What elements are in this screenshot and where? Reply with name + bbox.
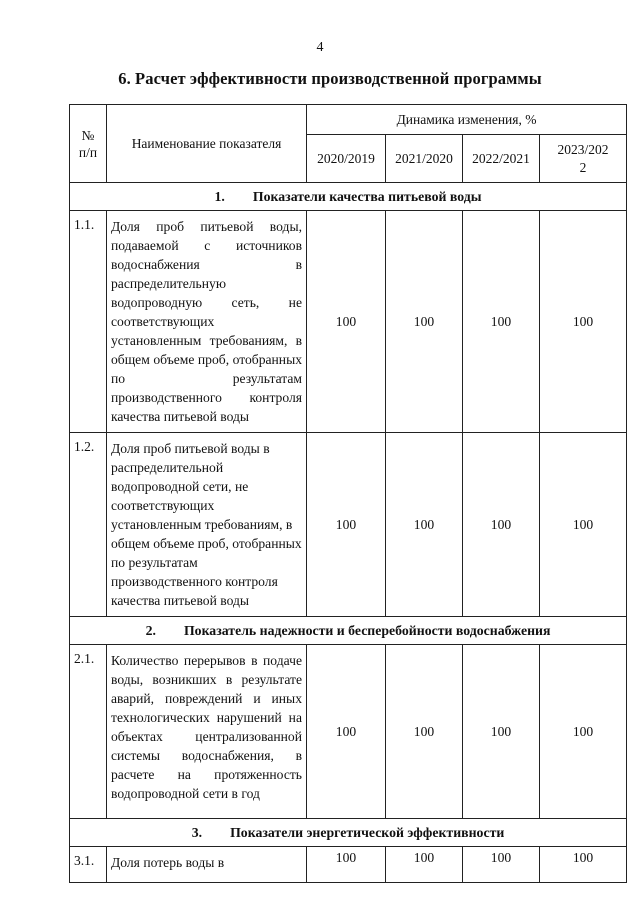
header-dynamics: Динамика изменения, % [307, 105, 627, 135]
row-value: 100 [540, 847, 627, 883]
section-3-title: Показатели энергетической эффективности [230, 824, 505, 840]
page-number: 4 [316, 40, 324, 55]
header-year-3: 2022/2021 [463, 135, 540, 183]
row-value: 100 [307, 433, 386, 617]
table-row [70, 433, 627, 617]
row-description: Доля проб питьевой воды, подаваемой с источников водоснабжения в распределительную водопроводную сеть, не соответствующих установленным требованиям, в общем объеме проб, отобранных по результатам производственного контроля качества питьевой воды [107, 211, 307, 433]
header-year-4 [540, 135, 627, 183]
row-description: Доля потерь воды в [107, 847, 307, 883]
header-year-4-line1: 2023/202 [557, 141, 609, 157]
row-number: 1.1. [70, 211, 107, 433]
row-number: 2.1. [70, 645, 107, 819]
header-number-line2: п/п [78, 144, 98, 160]
row-number: 3.1. [70, 847, 107, 883]
row-value: 100 [540, 645, 627, 819]
section-3-number: 3. [191, 824, 203, 840]
row-value: 100 [463, 847, 540, 883]
row-value: 100 [386, 433, 463, 617]
section-row-2 [70, 617, 627, 645]
section-1-number: 1. [214, 188, 225, 204]
row-value: 100 [307, 645, 386, 819]
header-number-line1: № [81, 127, 95, 143]
row-value: 100 [540, 211, 627, 433]
row-description: Количество перерывов в подаче воды, возникших в результате аварий, повреждений и иных технологических нарушений на объектах централизованной системы водоснабжения, в расчете на протяженность водопроводной сети в год [107, 645, 307, 819]
header-year-4-line2: 2 [579, 159, 587, 175]
table-row [70, 847, 627, 883]
header-year-2: 2021/2020 [386, 135, 463, 183]
row-value: 100 [463, 211, 540, 433]
row-value: 100 [463, 645, 540, 819]
table-row [70, 211, 627, 433]
row-value: 100 [540, 433, 627, 617]
section-1-title: Показатели качества питьевой воды [252, 188, 482, 204]
header-number [70, 105, 107, 183]
section-row-1 [70, 183, 627, 211]
section-2-number: 2. [145, 622, 156, 638]
section-title: 6. Расчет эффективности производственной программы [118, 69, 542, 88]
header-indicator-name: Наименование показателя [107, 105, 307, 183]
row-description: Доля проб питьевой воды в распределительной водопроводной сети, не соответствующих установленным требованиям, в общем объеме проб, отобранных по результатам производственного контроля качества питьевой воды [107, 433, 307, 617]
header-year-1: 2020/2019 [307, 135, 386, 183]
row-value: 100 [386, 847, 463, 883]
row-value: 100 [386, 211, 463, 433]
section-row-3 [70, 819, 627, 847]
table-row [70, 645, 627, 819]
row-value: 100 [463, 433, 540, 617]
row-number: 1.2. [70, 433, 107, 617]
section-2-title: Показатель надежности и бесперебойности водоснабжения [183, 622, 551, 638]
row-value: 100 [307, 211, 386, 433]
table-header-row [70, 105, 627, 135]
row-value: 100 [386, 645, 463, 819]
efficiency-table [69, 104, 627, 883]
row-value: 100 [307, 847, 386, 883]
